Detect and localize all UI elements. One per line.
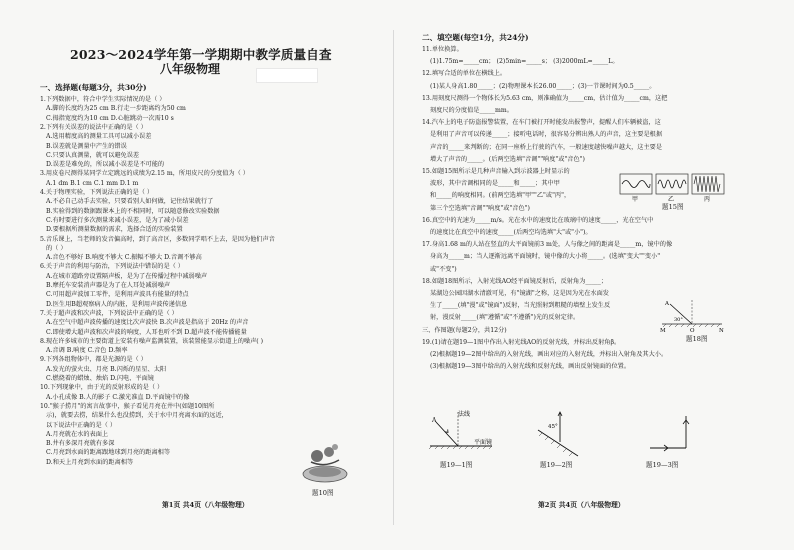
question-line: 某湖边公园因湖水清澈可见，有"镜湖"之称，这是因为光在水面发: [430, 290, 609, 297]
question-line: A.音调 B.响度 C.音色 D.频率: [46, 347, 128, 355]
question-line: C.只要认真测量，就可以避免误差: [46, 151, 140, 159]
question-line: 第三个空选填"音调""响度"或"音色"): [430, 204, 530, 212]
question-line: 示)，就要去捞，结果什么也没捞到，关于水中月亮离水面的远近，: [46, 412, 228, 420]
question-line: 以下说法中正确的是（ ）: [46, 421, 117, 429]
question-line: D.和天上月亮到水面的距离相等: [46, 458, 134, 466]
question-line: 10.下列现象中，由于光的反射形成的是（ ）: [40, 384, 164, 392]
question-line: 刻度尺的分度值是_____mm。: [430, 107, 513, 114]
question-line: 12.填写合适的单位在横线上。: [422, 70, 507, 78]
fig15-caption: 题15图: [662, 203, 684, 211]
fig10-monkeys-illustration: [295, 438, 355, 488]
question-line: C.即使增大超声波和次声波的响度，人耳也听不到 D.超声波不能传播能量: [46, 328, 247, 336]
exam-title: 2023～2024学年第一学期期中教学质量自查: [70, 47, 332, 62]
question-line: B.摩托车安装消声器是为了在人耳处减弱噪声: [46, 282, 171, 289]
question-line: (2)根据题19—2图中给出的入射光线，画出对应的入射光线，并标出入射角及其大小。: [430, 351, 668, 358]
question-line: 13.用刻度尺测得一个物体长为5.63 cm，则准确值为_____cm，估计值为_____cm，这把: [422, 94, 668, 102]
question-line: A.月亮就在水的表面上: [46, 430, 109, 438]
page-1: [12, 26, 394, 526]
fig19-2-diagram: [532, 408, 592, 458]
question-line: 的（ ）: [46, 244, 67, 252]
question-line: 6.关于声音的利用与防治，下列说法中错误的是（ ）: [40, 263, 184, 271]
fig19-3-caption: 题19—3图: [646, 461, 679, 469]
fig18-angle: 30°: [674, 317, 683, 323]
question-line: A.1 dm B.1 cm C.1 mm D.1 m: [46, 179, 139, 187]
fig18-letter-a: A: [665, 301, 669, 307]
fig19-1-normal-label: 法线: [458, 411, 471, 418]
question-line: A.选用精度高的测量工具可以减小误差: [46, 133, 152, 141]
fig15-waveforms: [620, 174, 726, 202]
question-line: C.月亮到水面的距离跟地球到月亮的距离相等: [46, 449, 171, 457]
question-line: 增大了声音的_____。(后两空选填"音调""响度"或"音色"): [430, 155, 585, 163]
page-fold: [393, 30, 394, 525]
wave-label-3: 丙: [704, 196, 711, 203]
question-line: A.音色不够好 B.响度不够大 C.振幅不够大 D.音调不够高: [46, 254, 202, 262]
question-line: A.脚的长度约为25 cm B.行走一步距离约为50 cm: [46, 105, 186, 113]
page2-footer: 第2页 共4页（八年级物理）: [538, 501, 625, 509]
question-line: B.误差就是测量中产生的错误: [46, 142, 127, 150]
question-line: 和_____的响度相同。(前两空选填"甲""乙"或"丙"，: [430, 192, 571, 200]
fig18-reflection-diagram: [662, 298, 732, 334]
question-line: 4.关于物理实验，下列说法正确的是（ ）: [40, 189, 154, 196]
fig18-letter-n: N: [719, 328, 724, 334]
question-line: 19.(1)请在题19—1图中作出入射光线AO的反射光线，并标出反射角β。: [422, 338, 621, 346]
question-line: 18.如题18图所示，入射光线AO经平面镜反射后，反射角为_____；: [422, 277, 608, 285]
question-line: 身高为_____m；当人逐渐远离平面镜时，镜中像的大小将_____。(选填"变大""变小": [430, 253, 661, 261]
question-line: A.小孔成像 B.人的影子 C.激光准直 D.平面镜中的像: [46, 393, 190, 401]
question-line: 9.下列各组物体中，都是光源的是（ ）: [40, 356, 147, 364]
question-line: A.不必自己动手去实验，只要看别人如何做，记住结果就行了: [46, 198, 214, 206]
fig19-2-caption: 题19—2图: [540, 461, 573, 469]
fig19-1-point-a: A: [432, 417, 437, 424]
question-line: D.误差是难免的，所以减小误差是不可能的: [46, 161, 165, 169]
question-line: 17.身高1.68 m的人站在竖直的大平面镜前3 m处，人与像之间的距离是_____m，镜中的像: [422, 241, 673, 249]
question-line: 15.如题15图所示是几种声音输入到示波器上时显示的: [422, 168, 570, 175]
question-line: 5.音乐课上，当老师的发音偏高时，到了高音区，多数同学唱不上去，是因为他们声音: [40, 235, 275, 243]
name-redaction-box: [256, 68, 318, 83]
page1-footer: 第1页 共4页（八年级物理）: [162, 501, 249, 509]
question-line: C.可用超声波加工零件，是利用声波具有能量的特点: [46, 291, 189, 299]
question-line: A.在城市道路旁设置隔声板，是为了在传播过程中减弱噪声: [46, 272, 208, 280]
question-line: 射，漫反射_____(填"遵循"或"不遵循")光的反射定律。: [430, 314, 580, 322]
wave-label-1: 甲: [632, 196, 639, 203]
question-line: 1.下列数据中，符合中学生实际情况的是（ ）: [40, 96, 166, 103]
question-line: 8.现在许多城市的主要街道上安装有噪声监测装置，该装置能显示街道上的噪声( ): [40, 337, 264, 345]
question-line: (1)某人身高1.80_____；(2)物理课本长26.00_____；(3)一节课时间为0.5_____。: [430, 82, 656, 90]
section-choice-heading: 一、选择题(每题3分，共30分): [40, 83, 147, 92]
question-line: A.在空气中超声波传播的速度比次声波快 B.次声波是指高于 20Hz 的声音: [46, 319, 249, 327]
fig18-letter-m: M: [660, 328, 666, 334]
question-line: 10."猴子捞月"的寓言故事中，猴子看见月亮在井中(如题10图所: [40, 402, 215, 410]
question-line: 7.关于超声波和次声波，下列说法中正确的是（ ）: [40, 309, 178, 317]
question-line: C.拇指宽度约为10 cm D.心脏跳动一次需10 s: [46, 114, 174, 122]
question-line: 声音的_____来判断的；在同一座桥上行驶的汽车，一般速度越快噪声越大，这主要是: [430, 143, 663, 151]
question-line: 14.汽车上的电子防盗报警装置，在车门被打开时能发出报警声，提醒人们车辆被盗，这: [422, 119, 661, 127]
section-fill-heading: 二、填空题(每空1分，共24分): [422, 33, 529, 42]
question-line: 2.下列有关误差的说法中正确的是（ ）: [40, 123, 147, 131]
question-line: 11.单位换算。: [422, 46, 463, 53]
page-2: [400, 26, 782, 526]
question-line: (3)根据题19—3图中给出的入射光线和反射光线，画出反射镜面的位置。: [430, 363, 631, 371]
question-line: 的速度比在真空中的速度_____(后两空均选填"大"或"小")。: [430, 229, 592, 236]
question-line: B.实验得到的数据跟课本上的不相同时，可以随意修改实验数据: [46, 207, 220, 215]
question-line: 16.真空中的光速为_____m/s。光在水中的速度比在玻璃中的速度_____，光在空气中: [422, 216, 654, 224]
question-line: B.井有多深月亮就有多深: [46, 440, 115, 448]
fig19-2-angle: 45°: [548, 424, 558, 430]
question-line: (1)1.75m=_____cm； (2)5min=_____s； (3)2000mL=_____L。: [430, 58, 619, 66]
fig18-letter-o: O: [690, 328, 695, 334]
question-line: 三、作图题(每题2分，共12分): [422, 326, 507, 334]
wave-label-2: 乙: [668, 196, 675, 203]
fig19-3-diagram: [642, 412, 702, 458]
fig10-caption: 题10图: [312, 489, 334, 497]
question-line: 生了_____(填"漫"或"镜面")反射，当光照射到粗糙的墙壁上发生反: [430, 302, 611, 310]
question-line: 是利用了声音可以传递_____；接听电话时，很容易分辨出熟人的声音，这主要是根据: [430, 131, 663, 139]
exam-subtitle: 八年级物理: [160, 62, 221, 76]
question-line: 或"不变"): [430, 265, 457, 273]
question-line: A.发光的萤火虫、月亮 B.闪烁的星星、太阳: [46, 365, 167, 373]
fig19-1-caption: 题19—1图: [440, 461, 473, 469]
question-line: D.要根据所测量数据的需求，选择合适的实验装置: [46, 226, 183, 234]
question-line: 波形，其中音调相同的是_____和_____；其中甲: [430, 180, 560, 188]
question-line: C.燃烧着的蜡烛、烛焰 D.闪电、平面镜: [46, 375, 154, 382]
question-line: C.有时要进行多次测量来减小误差，是为了减小误差: [46, 216, 189, 224]
fig18-caption: 题18图: [686, 335, 708, 343]
fig19-1-diagram: [430, 412, 510, 458]
question-line: D.医生用B超观察病人的内脏，是利用声波传递信息: [46, 300, 188, 308]
question-line: 3.用皮卷尺测得某同学立定跳远的成绩为2.15 m，所用皮尺的分度值为（ ）: [40, 170, 249, 178]
fig19-1-mirror-label: 平面镜: [474, 439, 493, 446]
